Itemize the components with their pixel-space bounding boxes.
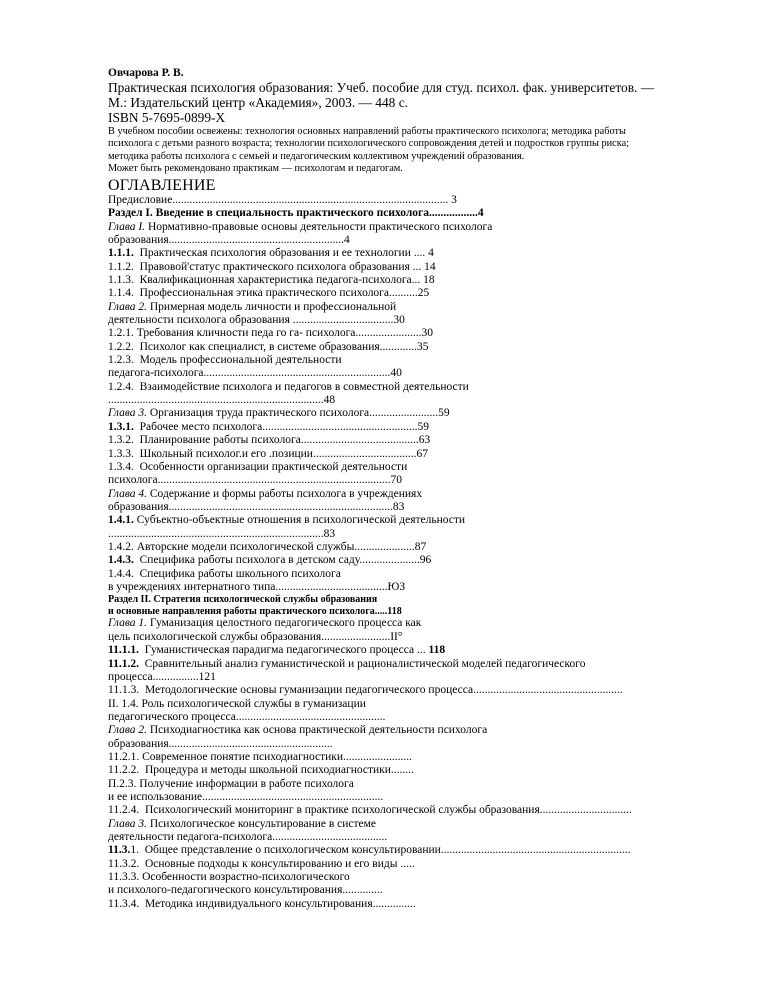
toc-heading: ОГЛАВЛЕНИЕ <box>108 176 216 194</box>
toc-entry-text: Глава 3. <box>108 817 147 830</box>
toc-entry <box>108 617 708 630</box>
toc-entry-text: 1.4.3. <box>108 554 134 567</box>
toc-entry-text: Психодиагностика как основа практической деятельности психолога <box>147 724 488 737</box>
toc-entry-text: 1.2.1. Требования кличности педа го га- психолога.......................30 <box>108 327 434 340</box>
toc-entry-text: образования.............................................................4 <box>108 234 350 247</box>
toc-entry <box>108 606 708 618</box>
toc-entry-text: 1.2.3. Модель профессиональной деятельности <box>108 354 342 367</box>
abstract-line: Может быть рекомендовано практикам — психологам и педагогам. <box>108 163 403 175</box>
toc-entry <box>108 261 708 274</box>
toc-entry <box>108 301 708 314</box>
toc-entry <box>108 764 708 777</box>
toc-entry-text: Раздел II. Стратегия психологической службы образования <box>108 594 378 606</box>
toc-entry <box>108 367 708 380</box>
abstract-line: В учебном пособии освежены: технология основных направлений работы практического психолога; методика работы <box>108 125 626 137</box>
toc-entry <box>108 501 708 514</box>
toc-entry-text: Гуманизация целостного педагогического процесса как <box>147 617 422 630</box>
toc-entry <box>108 541 708 554</box>
toc-entry <box>108 594 708 606</box>
toc-entry <box>108 658 708 671</box>
toc-entry-text: Глава 4. <box>108 487 147 500</box>
toc-entry-text: деятельности педагога-психолога........................................ <box>108 830 388 843</box>
toc-entry-text: .................4 <box>429 207 484 220</box>
toc-entry <box>108 474 708 487</box>
toc-entry-text: образования......................................................... <box>108 737 333 750</box>
abstract-line: методика работы психолога с семьей и педагогическим коллективом учреждений образования. <box>108 150 525 162</box>
toc-entry-text: 11.3.2. Основные подходы к консультированию и его виды ..... <box>108 857 415 870</box>
toc-entry <box>108 528 708 541</box>
toc-entry <box>108 844 708 857</box>
toc-entry <box>108 234 708 247</box>
toc-entry-text: Практическая психология образования и ее технологии .... 4 <box>133 247 434 260</box>
toc-entry <box>108 354 708 367</box>
book-author: Овчарова Р. В. <box>108 67 184 79</box>
book-isbn: ISBN 5-7695-0899-X <box>108 110 226 126</box>
book-title-line-1: Практическая психология образования: Учеб. пособие для студ. психол. фак. университетов. — <box>108 80 655 95</box>
toc-entry <box>108 711 708 724</box>
toc-entry-text: ...........................................................................83 <box>108 527 336 540</box>
toc-entry-text: процесса................121 <box>108 670 216 683</box>
toc-entry-text: 1.3.3. Школьный психолог.и его .позиции....................................67 <box>108 447 428 460</box>
toc-entry <box>108 247 708 260</box>
toc-entry <box>108 568 708 581</box>
toc-entry-text: образования..............................................................................83 <box>108 500 405 513</box>
toc-entry <box>108 448 708 461</box>
toc-entry <box>108 287 708 300</box>
toc-entry <box>108 554 708 567</box>
toc-entry <box>108 871 708 884</box>
toc-entry <box>108 381 708 394</box>
toc-entry <box>108 327 708 340</box>
book-title-line-2: М.: Издательский центр «Академия», 2003. — 448 с. <box>108 95 408 111</box>
toc-entry-text: Специфика работы психолога в детском саду.....................96 <box>133 554 432 567</box>
toc-entry-text: .....118 <box>374 605 402 617</box>
toc-entry-text: Гуманистическая парадигма педагогического процесса ... <box>139 644 429 657</box>
toc-entry-text: Глава 2. <box>108 724 147 737</box>
toc-entry-text: 1.4.4. Специфика работы школьного психолога <box>108 567 341 580</box>
toc-entry-text: 1.3.4. Особенности организации практической деятельности <box>108 460 408 473</box>
toc-entry-text: 1.3.1. <box>108 420 134 433</box>
toc-entry-text: 118 <box>428 644 446 657</box>
toc-entry-text: Глава 3. <box>108 407 147 420</box>
toc-entry-text: 1.1.1. <box>108 247 134 260</box>
toc-entry-text: психолога.................................................................................70 <box>108 474 403 487</box>
toc-entry <box>108 698 708 711</box>
toc-entry-text: П.2.3. Получение информации в работе психолога <box>108 777 354 790</box>
toc-entry-text: цель психологической службы образования........................II° <box>108 630 403 643</box>
toc-entry <box>108 274 708 287</box>
toc-entry-text: 11.1.3. Методологические основы гуманизации педагогического процесса.................................................... <box>108 684 623 697</box>
toc-entry <box>108 898 708 911</box>
toc-entry <box>108 631 708 644</box>
toc-entry-text: Рабочее место психолога......................................................59 <box>133 420 429 433</box>
toc-entry <box>108 341 708 354</box>
toc-entry-text: 1. Общее представление о психологическом консультировании.................................................................. <box>130 844 631 857</box>
toc-entry-text: 1.4.2. Авторские модели психологической службы.....................87 <box>108 540 427 553</box>
toc-entry-text: Сравнительный анализ гуманистической и рационалистической моделей педагогического <box>139 657 586 670</box>
toc-entry-text: деятельности психолога образования ...................................30 <box>108 314 405 327</box>
toc-entry <box>108 738 708 751</box>
toc-entry <box>108 724 708 737</box>
toc-entry <box>108 421 708 434</box>
toc-entry-text: Глава 2. <box>108 300 147 313</box>
toc-entry-text: Нормативно-правовые основы деятельности практического психолога <box>145 220 493 233</box>
abstract-line: психолога с детьми разного возраста; технологии психологического сопровождения детей и подростков группы риска; <box>108 138 630 150</box>
toc-entry <box>108 858 708 871</box>
toc-entry <box>108 831 708 844</box>
toc-entry <box>108 644 708 657</box>
toc-entry-text: и психолого-педагогического консультирования.............. <box>108 884 383 897</box>
toc-entry-text: и основные направления работы практического психолога <box>108 605 375 617</box>
toc-entry-text: Глава 1. <box>108 617 147 630</box>
toc-entry <box>108 514 708 527</box>
toc-entry-text: педагогического процесса.................................................... <box>108 710 386 723</box>
toc-entry-text: Содержание и формы работы психолога в учреждениях <box>147 487 423 500</box>
document-page <box>108 64 708 911</box>
toc-entry <box>108 751 708 764</box>
toc-entry-text: 1.2.2. Психолог как специалист, в системе образования.............35 <box>108 340 429 353</box>
toc-entry-text: 11.2.2. Процедура и методы школьной психодиагностики........ <box>108 764 414 777</box>
toc-entry-text: 1.3.2. Планирование работы психолога.........................................63 <box>108 434 431 447</box>
toc-entry <box>108 884 708 897</box>
toc-entry-text: ...........................................................................48 <box>108 394 336 407</box>
toc-entry-text: 1.1.2. Правовой'статус практического психолога образования ... 14 <box>108 260 436 273</box>
toc-entry-text: в учреждениях интернатного типа.......................................ЮЗ <box>108 580 406 593</box>
toc-entry <box>108 804 708 817</box>
toc-entry <box>108 581 708 594</box>
toc-entry-text: и ее использование............................................................... <box>108 790 384 803</box>
toc-entry-text: 1.1.4. Профессиональная этика практического психолога..........25 <box>108 287 430 300</box>
toc-entry <box>108 394 708 407</box>
toc-entry-text: Глава I. <box>108 220 146 233</box>
toc-entry-text: Психологическое консультирование в системе <box>147 817 377 830</box>
toc-entry-text: II. 1.4. Роль психологической службы в гуманизации <box>108 697 366 710</box>
toc-entry <box>108 818 708 831</box>
toc-entry <box>108 194 708 207</box>
toc-entry <box>108 461 708 474</box>
toc-entry <box>108 434 708 447</box>
toc-entry-text: 1.4.1. <box>108 514 134 527</box>
toc-entry <box>108 221 708 234</box>
toc-entry-text: Раздел I. Введение в специальность практического психолога <box>108 207 430 220</box>
toc-entry-text: 11.1.2. <box>108 657 139 670</box>
toc-entry <box>108 488 708 501</box>
toc-entry-text: Организация труда практического психолога........................59 <box>147 407 450 420</box>
toc-entry <box>108 207 708 220</box>
toc-entry-text: 11.2.4. Психологический мониторинг в практике психологической службы образования................................ <box>108 804 632 817</box>
toc-entry <box>108 791 708 804</box>
table-of-contents <box>108 194 708 911</box>
toc-entry <box>108 407 708 420</box>
toc-entry <box>108 778 708 791</box>
toc-entry <box>108 314 708 327</box>
toc-entry-text: Предисловие................................................................................................ 3 <box>108 193 457 206</box>
toc-entry <box>108 684 708 697</box>
toc-entry-text: 1.1.3. Квалификационная характеристика педагога-психолога... 18 <box>108 274 435 287</box>
toc-entry <box>108 671 708 684</box>
toc-entry-text: 1.2.4. Взаимодействие психолога и педагогов в совместной деятельности <box>108 380 469 393</box>
toc-entry-text: Субъектно-объектные отношения в психологической деятельности <box>133 514 466 527</box>
toc-entry-text: 11.3.4. Методика индивидуального консультирования............... <box>108 897 416 910</box>
toc-entry-text: 11.3.3. Особенности возрастно-психологического <box>108 871 350 884</box>
toc-entry-text: 11.1.1. <box>108 644 139 657</box>
toc-entry-text: 11.2.1. Современное понятие психодиагностики........................ <box>108 750 413 763</box>
toc-entry-text: педагога-психолога.................................................................40 <box>108 367 402 380</box>
toc-entry-text: Примерная модель личности и профессиональной <box>147 300 397 313</box>
book-abstract <box>108 126 708 176</box>
toc-entry-text: 11.3. <box>108 844 131 857</box>
